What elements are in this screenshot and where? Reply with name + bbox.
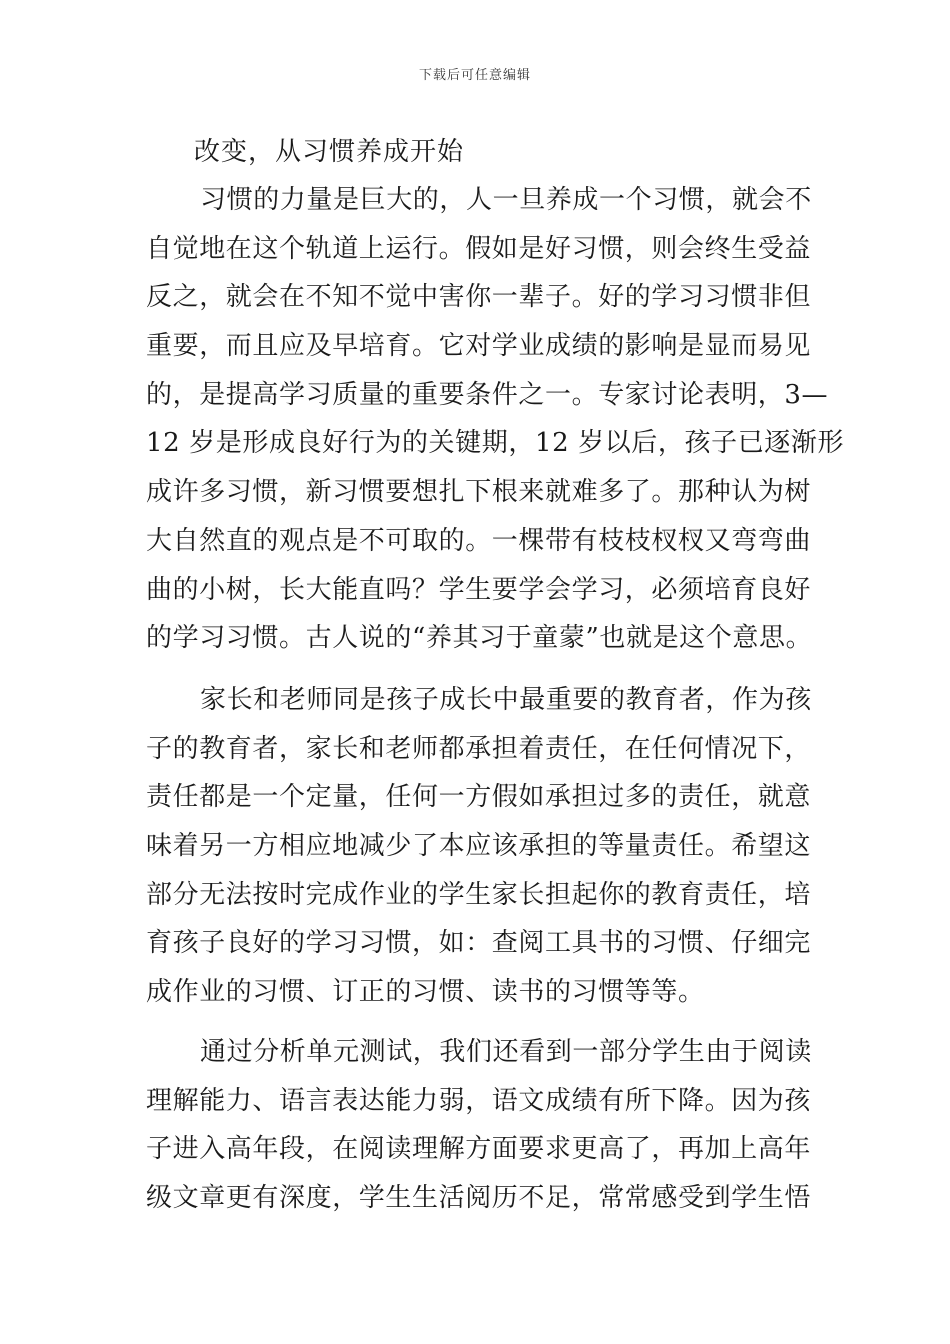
paragraph-line: 习惯的力量是巨大的，人一旦养成一个习惯，就会不 — [200, 185, 812, 215]
paragraph-line: 育孩子良好的学习习惯，如：查阅工具书的习惯、仔细完 — [146, 928, 812, 959]
paragraph-line: 责任都是一个定量，任何一方假如承担过多的责任，就意 — [146, 782, 812, 813]
paragraph-line: 反之，就会在不知不觉中害你一辈子。好的学习习惯非但 — [146, 282, 812, 313]
paragraph-line: 味着另一方相应地减少了本应该承担的等量责任。希望这 — [146, 831, 812, 862]
paragraph-line: 重要，而且应及早培育。它对学业成绩的影响是显而易见 — [146, 331, 812, 362]
paragraph-line: 曲的小树，长大能直吗？学生要学会学习，必须培育良好 — [146, 574, 812, 605]
paragraph-line: 的，是提高学习质量的重要条件之一。专家讨论表明，3— — [146, 379, 829, 410]
paragraph-line: 通过分析单元测试，我们还看到一部分学生由于阅读 — [200, 1037, 812, 1067]
paragraph-line: 子进入高年段，在阅读理解方面要求更高了，再加上高年 — [146, 1134, 812, 1165]
paragraph-line: 成许多习惯，新习惯要想扎下根来就难多了。那种认为树 — [146, 477, 812, 508]
paragraph-line: 的学习习惯。古人说的“养其习于童蒙”也就是这个意思。 — [146, 623, 813, 654]
paragraph-line: 部分无法按时完成作业的学生家长担起你的教育责任，培 — [146, 879, 812, 910]
paragraph-2 — [146, 676, 812, 1017]
page-header-note: 下载后可任意编辑 — [418, 68, 531, 83]
paragraph-line: 理解能力、语言表达能力弱，语文成绩有所下降。因为孩 — [146, 1085, 812, 1116]
paragraph-line: 家长和老师同是孩子成长中最重要的教育者，作为孩 — [200, 685, 812, 715]
paragraph-line: 级文章更有深度，学生生活阅历不足，常常感受到学生悟 — [146, 1183, 812, 1214]
paragraph-line: 大自然直的观点是不可取的。一棵带有枝枝杈杈又弯弯曲 — [146, 525, 812, 556]
paragraph-line: 12 岁是形成良好行为的关键期，12 岁以后，孩子已逐渐形 — [146, 428, 845, 459]
paragraph-3 — [146, 1028, 812, 1223]
paragraph-1 — [146, 176, 845, 663]
paragraph-line: 自觉地在这个轨道上运行。假如是好习惯，则会终生受益 — [146, 233, 812, 264]
document-title: 改变，从习惯养成开始 — [194, 137, 465, 167]
paragraph-line: 成作业的习惯、订正的习惯、读书的习惯等等。 — [146, 977, 705, 1008]
paragraph-line: 子的教育者，家长和老师都承担着责任，在任何情况下， — [146, 733, 812, 764]
